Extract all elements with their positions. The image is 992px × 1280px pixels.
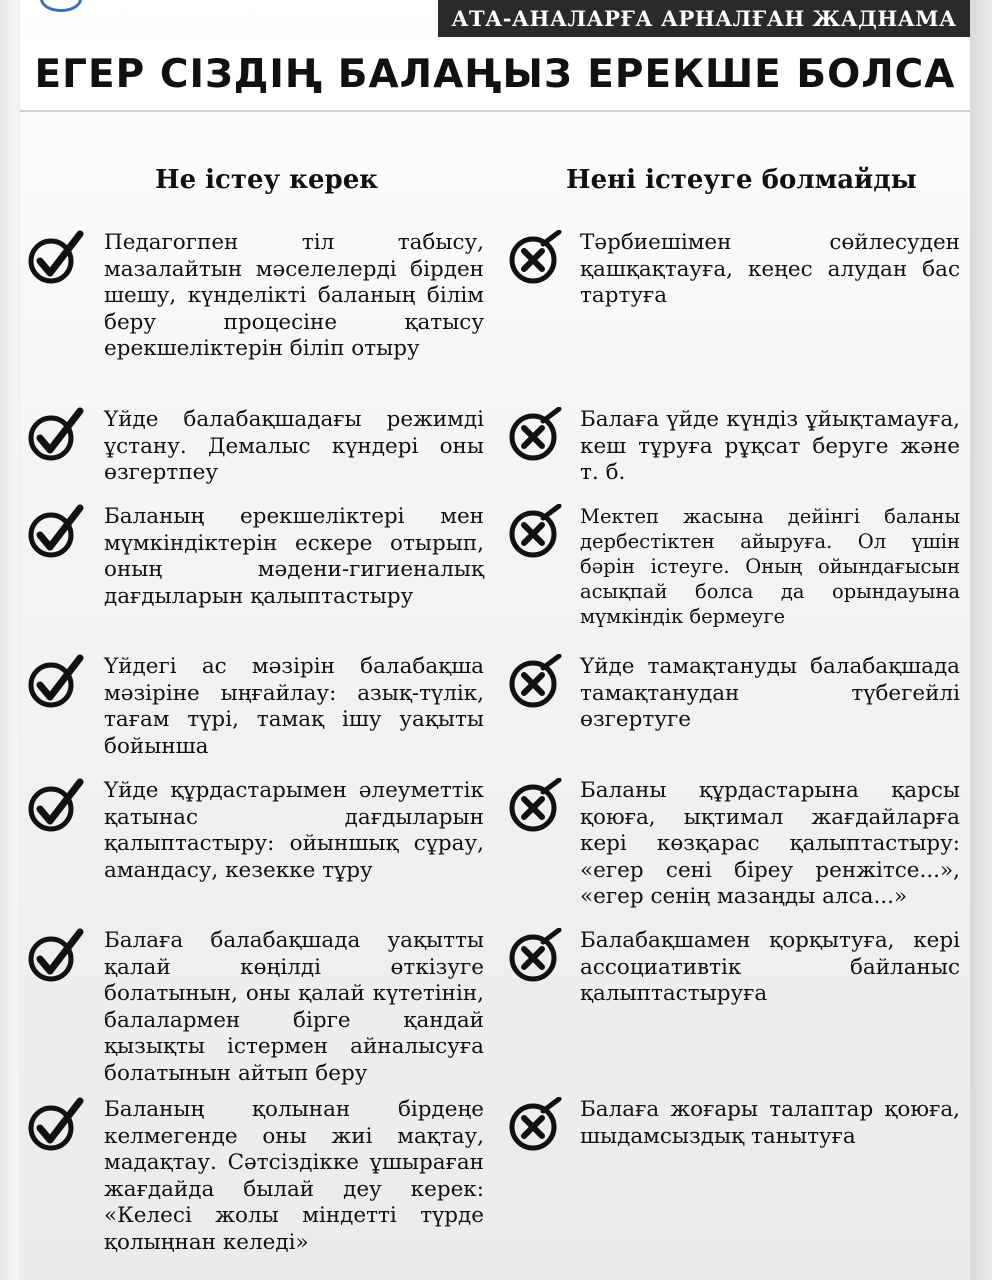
title-divider xyxy=(20,110,970,112)
x-circle-icon xyxy=(507,230,565,284)
check-circle-icon xyxy=(27,928,85,982)
dont-item-text: Балаға жоғары талаптар қоюға, шыдамсыздық танытуға xyxy=(580,1097,960,1149)
x-circle-icon xyxy=(507,928,565,982)
x-circle-icon xyxy=(507,778,565,832)
do-item-text: Баланың қолынан бірдеңе келмегенде оны жиі мақтау, мадақтау. Сәтсіздікке ұшыраған жағдайда былай деу керек: «Келесі жолы міндетті түрде қолыңнан келеді» xyxy=(104,1097,484,1255)
do-column-heading: Не істеу керек xyxy=(155,165,379,195)
dont-item-text: Үйде тамақтануды балабақшада тамақтанудан түбегейлі өзгертуге xyxy=(580,654,960,732)
do-item-text: Үйдегі ас мәзірін балабақша мәзіріне ыңғайлау: азық-түлік, тағам түрі, тамақ ішу уақыты бойынша xyxy=(104,654,484,759)
dont-column-heading: Нені істеуге болмайды xyxy=(566,165,917,195)
check-circle-icon xyxy=(27,778,85,832)
do-item-text: Үйде құрдастарымен әлеуметтік қатынас дағдыларын қалыптастыру: ойыншық сұрау, амандасу, кезекке тұру xyxy=(104,778,484,883)
check-circle-icon xyxy=(27,1097,85,1151)
title-band xyxy=(20,37,970,111)
page-edge-left xyxy=(0,0,20,1280)
check-circle-icon xyxy=(27,504,85,558)
page-edge-right xyxy=(970,0,992,1280)
x-circle-icon xyxy=(507,504,565,558)
check-circle-icon xyxy=(27,407,85,461)
check-circle-icon xyxy=(27,654,85,708)
dont-item-text: Баланы құрдастарына қарсы қоюға, ықтимал жағдайларға кері көзқарас қалыптастыру: «егер сені біреу ренжітсе...», «егер сенің мазаңды алса...» xyxy=(580,778,960,909)
do-item-text: Балаға балабақшада уақытты қалай көңілді өткізуге болатынын, оны қалай күтетінін, балалармен бірге қандай қызықты істермен айналысуға болатынын айтып беру xyxy=(104,928,484,1086)
x-circle-icon xyxy=(507,407,565,461)
do-item-text: Баланың ерекшеліктері мен мүмкіндіктерін ескере отырып, оның мәдени-гигиеналық дағдыларын қалыптастыру xyxy=(104,504,484,609)
dont-item-text: Тәрбиешімен сөйлесуден қашқақтауға, кеңес алудан бас тартуға xyxy=(580,230,960,308)
x-circle-icon xyxy=(507,654,565,708)
dont-item-text: Балабақшамен қорқытуға, кері ассоциативтік байланыс қалыптастыруға xyxy=(580,928,960,1006)
do-item-text: Үйде балабақшадағы режимді ұстану. Демалыс күндері оны өзгертпеу xyxy=(104,407,484,485)
dont-item-text: Балаға үйде күндіз ұйықтамауға, кеш тұруға рұқсат беруге және т. б. xyxy=(580,407,960,485)
dont-item-text: Мектеп жасына дейінгі баланы дербестіктен айыруға. Ол үшін бәрін істеуге. Оның ойындағысын асықпай болса да орындауына мүмкіндік бермеуге xyxy=(580,505,960,628)
do-item-text: Педагогпен тіл табысу, мазалайтын мәселелерді бірден шешу, күнделікті баланың білім беру процесіне қатысу ерекшеліктерін біліп отыру xyxy=(104,230,484,361)
x-circle-icon xyxy=(507,1097,565,1151)
check-circle-icon xyxy=(27,230,85,284)
page-title: ЕГЕР СІЗДІҢ БАЛАҢЫЗ ЕРЕКШЕ БОЛСА xyxy=(34,51,956,97)
top-banner: АТА-АНАЛАРҒА АРНАЛҒАН ЖАДНАМА xyxy=(438,0,970,37)
